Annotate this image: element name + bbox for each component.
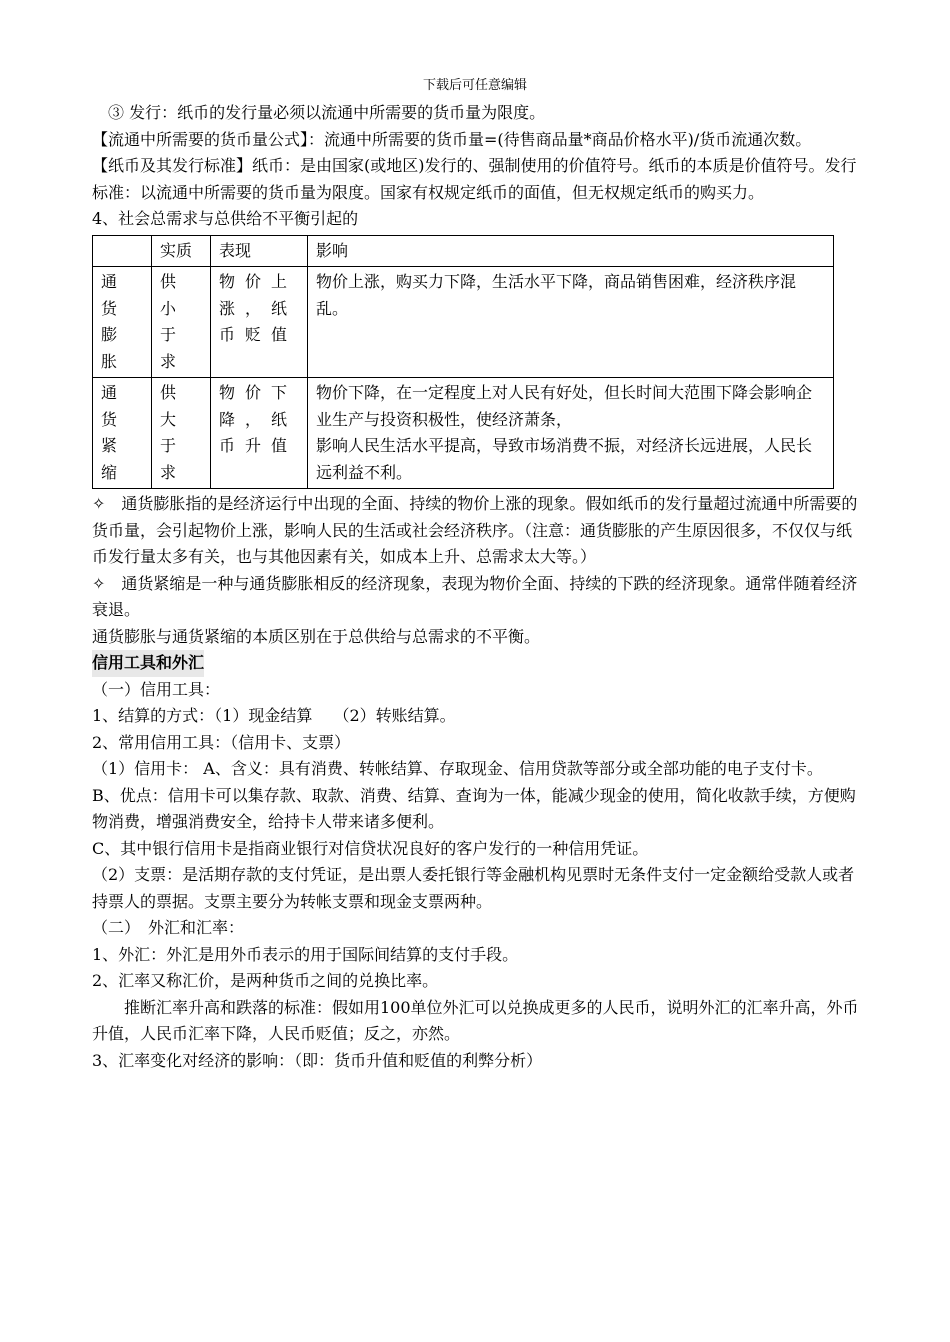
table-header-cell: 影响 [308,235,834,267]
list-item: 2、汇率又称汇价，是两种货币之间的兑换比率。 [92,971,439,990]
paragraph-paper-money: 【纸币及其发行标准】纸币：是由国家(或地区)发行的、强制使用的价值符号。纸币的本质是价值符号。发行标准：以流通中所需要的货币量为限度。国家有权规定纸币的面值，但无权规定纸币的购买力。 [92,156,857,202]
table-row [93,378,834,489]
paragraph-inflation-note: ✧ 通货膨胀指的是经济运行中出现的全面、持续的物价上涨的现象。假如纸币的发行量超过流通中所需要的货币量，会引起物价上涨，影响人民的生活或社会经济秩序。（注意：通货膨胀的产生原因很多，不仅仅与纸币发行量太多有关，也与其他因素有关，如成本上升、总需求太大等。） [92,494,858,566]
table-header-cell: 实质 [152,235,211,267]
list-item: 1、结算的方式：（1）现金结算 （2）转账结算。 [92,706,456,725]
paragraph-deflation-note: ✧ 通货紧缩是一种与通货膨胀相反的经济现象，表现为物价全面、持续的下跌的经济现象。通常伴随着经济衰退。 [92,573,858,619]
paragraph-exchange-rule: 推断汇率升高和跌落的标准：假如用100单位外汇可以兑换成更多的人民币，说明外汇的汇率升高，外币升值，人民币汇率下降，人民币贬值；反之，亦然。 [92,997,859,1043]
table-cell-impact [308,378,834,489]
table-cell-essence: 供小于求 [152,267,211,378]
list-item: 3、汇率变化对经济的影响：（即：货币升值和贬值的利弊分析） [92,1050,543,1070]
paragraph-issuance: ③ 发行：纸币的发行量必须以流通中所需要的货币量为限度。 [108,103,546,122]
paragraph-money-formula: 【流通中所需要的货币量公式】：流通中所需要的货币量=(待售商品量*商品价格水平)/货币流通次数。 [92,129,812,149]
table-row [93,267,834,378]
page-header: 下载后可任意编辑 [422,78,527,93]
document-body [92,100,862,1074]
subsection-foreign-exchange: （二） 外汇和汇率： [92,918,245,937]
table-header-row [93,235,834,267]
table-header-cell [93,235,152,267]
list-item: 1、外汇：外汇是用外币表示的用于国际间结算的支付手段。 [92,944,519,964]
table-cell-essence: 供大于求 [152,378,211,489]
section-title [92,650,862,677]
table-header-cell: 表现 [211,235,308,267]
paragraph-imbalance-heading: 4、社会总需求与总供给不平衡引起的 [92,209,359,228]
list-item: C、其中银行信用卡是指商业银行对信贷状况良好的客户发行的一种信用凭证。 [92,838,649,858]
paragraph-essential-difference: 通货膨胀与通货紧缩的本质区别在于总供给与总需求的不平衡。 [92,626,541,646]
table-cell-manifestation: 物价上涨，纸币贬值 [211,267,308,378]
section-title-text: 信用工具和外汇 [92,650,204,677]
impact-line: 影响人民生活水平提高，导致市场消费不振，对经济长远进展，人民长远利益不利。 [316,436,813,482]
impact-line: 物价下降，在一定程度上对人民有好处，但长时间大范围下降会影响企业生产与投资积极性，使经济萧条， [316,383,813,429]
subsection-credit-tools: （一）信用工具： [92,679,221,699]
table-cell-impact: 物价上涨，购买力下降，生活水平下降，商品销售困难，经济秩序混乱。 [308,267,834,378]
table-cell-name: 通货膨胀 [93,267,152,378]
list-item: 2、常用信用工具：（信用卡、支票） [92,732,351,752]
list-item: （1）信用卡： A、含义：具有消费、转帐结算、存取现金、信用贷款等部分或全部功能的电子支付卡。 [92,759,823,778]
table-cell-manifestation: 物价下降，纸币升值 [211,378,308,489]
list-item: B、优点：信用卡可以集存款、取款、消费、结算、查询为一体，能减少现金的使用，简化收款手续，方便购物消费，增强消费安全，给持卡人带来诸多便利。 [92,785,856,831]
list-item: （2）支票：是活期存款的支付凭证，是出票人委托银行等金融机构见票时无条件支付一定金额给受款人或者持票人的票据。支票主要分为转帐支票和现金支票两种。 [92,865,855,911]
table-cell-name: 通货紧缩 [93,378,152,489]
inflation-deflation-table [92,235,834,490]
